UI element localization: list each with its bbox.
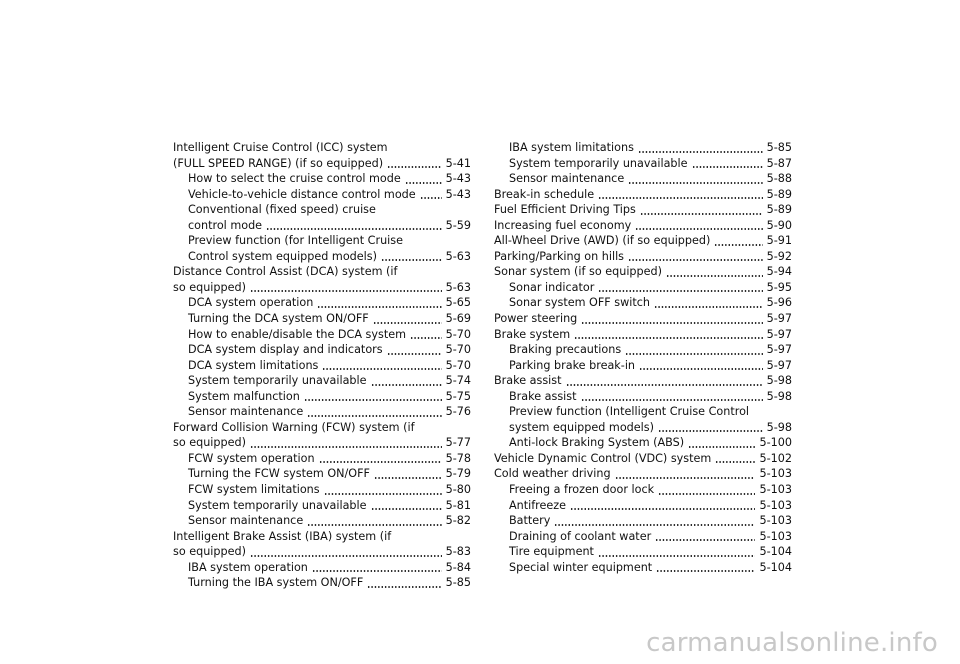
toc-page-number: 5-43 bbox=[445, 172, 471, 186]
toc-page-number: 5-103 bbox=[759, 529, 792, 543]
dot-leader bbox=[554, 524, 755, 526]
toc-entry-title: Special winter equipment bbox=[509, 560, 653, 574]
toc-page-number: 5-103 bbox=[759, 498, 792, 512]
toc-entry-title: Sensor maintenance bbox=[188, 514, 304, 528]
dot-leader bbox=[638, 151, 763, 153]
toc-page-number: 5-104 bbox=[759, 545, 792, 559]
watermark: carmanualsonline.info bbox=[646, 628, 938, 658]
toc-page-number: 5-97 bbox=[766, 327, 792, 341]
toc-entry[interactable] bbox=[494, 466, 792, 482]
toc-entry[interactable] bbox=[173, 560, 471, 576]
toc-page-number: 5-81 bbox=[445, 498, 471, 512]
dot-leader bbox=[250, 446, 442, 448]
toc-entry-title: (FULL SPEED RANGE) (if so equipped) bbox=[173, 156, 384, 170]
dot-leader bbox=[307, 415, 441, 417]
toc-page-number: 5-96 bbox=[766, 296, 792, 310]
toc-entry-title: Cold weather driving bbox=[494, 467, 611, 481]
dot-leader bbox=[319, 461, 442, 463]
toc-entry-title: Battery bbox=[509, 514, 551, 528]
toc-entry-title: Vehicle-to-vehicle distance control mode bbox=[188, 187, 416, 201]
toc-entry-title-line: Intelligent Cruise Control (ICC) system bbox=[173, 141, 388, 154]
toc-entry[interactable] bbox=[173, 513, 471, 529]
toc-entry[interactable] bbox=[494, 264, 792, 280]
toc-entry[interactable] bbox=[173, 187, 471, 203]
toc-page-number: 5-70 bbox=[445, 343, 471, 357]
toc-entry[interactable] bbox=[494, 218, 792, 234]
toc-page-number: 5-103 bbox=[759, 467, 792, 481]
toc-page-number: 5-74 bbox=[445, 374, 471, 388]
toc-entry[interactable] bbox=[494, 358, 792, 374]
toc-entry[interactable] bbox=[173, 202, 471, 233]
dot-leader bbox=[387, 166, 442, 168]
toc-entry[interactable] bbox=[173, 311, 471, 327]
toc-entry-title: so equipped) bbox=[173, 436, 246, 450]
dot-leader bbox=[581, 399, 763, 401]
toc-entry[interactable] bbox=[173, 389, 471, 405]
toc-page-number: 5-89 bbox=[766, 203, 792, 217]
dot-leader bbox=[371, 384, 442, 386]
toc-entry[interactable] bbox=[494, 529, 792, 545]
toc-entry-title: Sonar system (if so equipped) bbox=[494, 265, 662, 279]
toc-entry-title: Power steering bbox=[494, 312, 578, 326]
toc-column-right bbox=[494, 140, 792, 575]
toc-entry[interactable] bbox=[494, 327, 792, 343]
toc-entry-title: system equipped models) bbox=[509, 420, 654, 434]
dot-leader bbox=[266, 228, 442, 230]
toc-entry[interactable] bbox=[494, 249, 792, 265]
dot-leader bbox=[628, 259, 763, 261]
toc-entry-title: FCW system limitations bbox=[188, 483, 320, 497]
toc-entry-title: System temporarily unavailable bbox=[509, 156, 688, 170]
toc-entry[interactable] bbox=[494, 311, 792, 327]
toc-page-number: 5-102 bbox=[759, 451, 792, 465]
toc-entry-title: Turning the FCW system ON/OFF bbox=[188, 467, 370, 481]
dot-leader bbox=[715, 461, 755, 463]
toc-page-number: 5-92 bbox=[766, 249, 792, 263]
dot-leader bbox=[410, 337, 442, 339]
toc-page-number: 5-70 bbox=[445, 327, 471, 341]
toc-entry[interactable] bbox=[494, 233, 792, 249]
toc-page-number: 5-103 bbox=[759, 514, 792, 528]
toc-entry-title: Sensor maintenance bbox=[509, 172, 625, 186]
toc-entry[interactable] bbox=[173, 498, 471, 514]
toc-entry-title: All-Wheel Drive (AWD) (if so equipped) bbox=[494, 234, 711, 248]
toc-page-number: 5-82 bbox=[445, 514, 471, 528]
toc-entry[interactable] bbox=[494, 373, 792, 389]
toc-entry[interactable] bbox=[173, 327, 471, 343]
toc-entry-title-line: Conventional (fixed speed) cruise bbox=[188, 203, 376, 217]
dot-leader bbox=[367, 586, 441, 588]
dot-leader bbox=[598, 197, 762, 199]
dot-leader bbox=[317, 306, 441, 308]
dot-leader bbox=[625, 353, 762, 355]
toc-entry[interactable] bbox=[494, 513, 792, 529]
toc-page-number: 5-104 bbox=[759, 560, 792, 574]
toc-page-number: 5-85 bbox=[445, 576, 471, 590]
toc-page-number: 5-97 bbox=[766, 343, 792, 357]
toc-entry-title: Brake assist bbox=[509, 389, 577, 403]
toc-page-number: 5-103 bbox=[759, 483, 792, 497]
toc-entry-title: System temporarily unavailable bbox=[188, 498, 367, 512]
dot-leader bbox=[574, 337, 763, 339]
toc-entry-title: control mode bbox=[188, 218, 263, 232]
toc-entry[interactable] bbox=[494, 187, 792, 203]
toc-entry[interactable] bbox=[494, 404, 792, 435]
toc-page-number: 5-89 bbox=[766, 187, 792, 201]
toc-entry[interactable] bbox=[494, 498, 792, 514]
toc-page-number: 5-41 bbox=[445, 156, 471, 170]
dot-leader bbox=[628, 182, 762, 184]
dot-leader bbox=[566, 384, 763, 386]
toc-entry[interactable] bbox=[173, 373, 471, 389]
toc-entry-title: Sonar system OFF switch bbox=[509, 296, 650, 310]
toc-page-number: 5-85 bbox=[766, 141, 792, 154]
toc-entry-title: Parking/Parking on hills bbox=[494, 249, 625, 263]
toc-page-number: 5-98 bbox=[766, 374, 792, 388]
toc-entry-title: System temporarily unavailable bbox=[188, 374, 367, 388]
toc-page-number: 5-78 bbox=[445, 451, 471, 465]
toc-page-number: 5-65 bbox=[445, 296, 471, 310]
dot-leader bbox=[688, 446, 755, 448]
dot-leader bbox=[250, 290, 442, 292]
toc-entry[interactable] bbox=[494, 451, 792, 467]
toc-entry-title: Vehicle Dynamic Control (VDC) system bbox=[494, 451, 712, 465]
toc-entry[interactable] bbox=[494, 156, 792, 172]
toc-entry-title: FCW system operation bbox=[188, 451, 315, 465]
toc-entry-title: Increasing fuel economy bbox=[494, 218, 632, 232]
toc-entry-title-line: Forward Collision Warning (FCW) system (if bbox=[173, 420, 415, 434]
toc-page-number: 5-98 bbox=[766, 389, 792, 403]
toc-entry[interactable] bbox=[173, 404, 471, 420]
toc-page-number: 5-63 bbox=[445, 280, 471, 294]
toc-entry[interactable] bbox=[494, 171, 792, 187]
toc-entry-title: Freeing a frozen door lock bbox=[509, 483, 655, 497]
dot-leader bbox=[373, 322, 442, 324]
toc-entry[interactable] bbox=[173, 451, 471, 467]
dot-leader bbox=[692, 166, 763, 168]
toc-page-number: 5-77 bbox=[445, 436, 471, 450]
toc-entry-title: Turning the IBA system ON/OFF bbox=[188, 576, 364, 590]
toc-page-number: 5-91 bbox=[766, 234, 792, 248]
toc-entry[interactable] bbox=[173, 529, 471, 560]
dot-leader bbox=[324, 493, 442, 495]
toc-entry-title: How to select the cruise control mode bbox=[188, 172, 401, 186]
toc-page-number: 5-76 bbox=[445, 405, 471, 419]
toc-entry[interactable] bbox=[173, 295, 471, 311]
dot-leader bbox=[371, 508, 442, 510]
toc-entry[interactable] bbox=[494, 389, 792, 405]
toc-entry[interactable] bbox=[494, 560, 792, 576]
dot-leader bbox=[374, 477, 442, 479]
toc-page-number: 5-80 bbox=[445, 483, 471, 497]
dot-leader bbox=[635, 228, 762, 230]
toc-entry[interactable] bbox=[173, 358, 471, 374]
toc-page-number: 5-98 bbox=[766, 420, 792, 434]
toc-entry-title-line: Preview function (for Intelligent Cruise bbox=[188, 234, 403, 248]
dot-leader bbox=[639, 368, 763, 370]
toc-entry-title: DCA system limitations bbox=[188, 358, 319, 372]
dot-leader bbox=[655, 539, 755, 541]
dot-leader bbox=[581, 322, 762, 324]
dot-leader bbox=[307, 524, 441, 526]
toc-page-number: 5-100 bbox=[759, 436, 792, 450]
toc-entry[interactable] bbox=[494, 482, 792, 498]
toc-page-number: 5-97 bbox=[766, 358, 792, 372]
dot-leader bbox=[304, 399, 442, 401]
dot-leader bbox=[714, 244, 762, 246]
dot-leader bbox=[656, 570, 755, 572]
toc-page-number: 5-83 bbox=[445, 545, 471, 559]
toc-page-number: 5-95 bbox=[766, 280, 792, 294]
dot-leader bbox=[387, 353, 442, 355]
toc-entry-title: DCA system display and indicators bbox=[188, 343, 383, 357]
toc-entry-title: Anti-lock Braking System (ABS) bbox=[509, 436, 685, 450]
toc-entry[interactable] bbox=[173, 482, 471, 498]
toc-entry-title: Fuel Efficient Driving Tips bbox=[494, 203, 636, 217]
toc-entry-title: Sensor maintenance bbox=[188, 405, 304, 419]
dot-leader bbox=[615, 477, 756, 479]
toc-page-number: 5-88 bbox=[766, 172, 792, 186]
dot-leader bbox=[405, 182, 442, 184]
toc-entry-title: Braking precautions bbox=[509, 343, 622, 357]
dot-leader bbox=[658, 493, 755, 495]
toc-entry-title: DCA system operation bbox=[188, 296, 314, 310]
dot-leader bbox=[312, 570, 442, 572]
toc-entry-title: Tire equipment bbox=[509, 545, 594, 559]
toc-entry[interactable] bbox=[173, 575, 471, 591]
dot-leader bbox=[420, 197, 442, 199]
toc-entry-title: How to enable/disable the DCA system bbox=[188, 327, 406, 341]
dot-leader bbox=[654, 306, 763, 308]
toc-page-number: 5-84 bbox=[445, 560, 471, 574]
toc-entry-title: Brake system bbox=[494, 327, 571, 341]
toc-page-number: 5-75 bbox=[445, 389, 471, 403]
toc-page-number: 5-70 bbox=[445, 358, 471, 372]
toc-entry[interactable] bbox=[494, 342, 792, 358]
toc-entry-title: Control system equipped models) bbox=[188, 249, 377, 263]
toc-entry[interactable] bbox=[494, 544, 792, 560]
toc-page-number: 5-59 bbox=[445, 218, 471, 232]
toc-entry[interactable] bbox=[173, 466, 471, 482]
toc-entry[interactable] bbox=[173, 342, 471, 358]
dot-leader bbox=[598, 290, 762, 292]
toc-page-number: 5-87 bbox=[766, 156, 792, 170]
toc-entry-title-line: Preview function (Intelligent Cruise Control bbox=[509, 405, 750, 419]
toc-entry-title: Break-in schedule bbox=[494, 187, 595, 201]
toc-page-number: 5-79 bbox=[445, 467, 471, 481]
toc-entry-title-line: Intelligent Brake Assist (IBA) system (if bbox=[173, 529, 392, 543]
toc-page-number: 5-90 bbox=[766, 218, 792, 232]
toc-entry[interactable] bbox=[173, 233, 471, 264]
toc-column-left bbox=[173, 140, 471, 591]
dot-leader bbox=[570, 508, 755, 510]
toc-entry-title: Draining of coolant water bbox=[509, 529, 652, 543]
dot-leader bbox=[640, 213, 763, 215]
toc-entry[interactable] bbox=[494, 435, 792, 451]
dot-leader bbox=[322, 368, 441, 370]
dot-leader bbox=[658, 430, 763, 432]
toc-page-number: 5-97 bbox=[766, 312, 792, 326]
toc-entry-title: Brake assist bbox=[494, 374, 562, 388]
toc-entry-title: so equipped) bbox=[173, 545, 246, 559]
dot-leader bbox=[666, 275, 763, 277]
toc-entry[interactable] bbox=[173, 171, 471, 187]
toc-entry[interactable] bbox=[173, 420, 471, 451]
toc-entry-title: Turning the DCA system ON/OFF bbox=[188, 312, 369, 326]
toc-entry[interactable] bbox=[173, 264, 471, 295]
toc-entry[interactable] bbox=[494, 140, 792, 156]
toc-entry[interactable] bbox=[173, 140, 471, 171]
toc-entry-title: IBA system limitations bbox=[509, 141, 634, 154]
toc-page-number: 5-43 bbox=[445, 187, 471, 201]
toc-entry-title: Antifreeze bbox=[509, 498, 567, 512]
dot-leader bbox=[598, 555, 756, 557]
toc-entry[interactable] bbox=[494, 280, 792, 296]
toc-entry[interactable] bbox=[494, 202, 792, 218]
toc-page-number: 5-69 bbox=[445, 312, 471, 326]
toc-entry-title: IBA system operation bbox=[188, 560, 308, 574]
toc-entry-title: System malfunction bbox=[188, 389, 300, 403]
toc-entry[interactable] bbox=[494, 295, 792, 311]
toc-entry-title: Sonar indicator bbox=[509, 280, 595, 294]
toc-entry-title: Parking brake break-in bbox=[509, 358, 636, 372]
toc-entry-title-line: Distance Control Assist (DCA) system (if bbox=[173, 265, 398, 279]
toc-page-number: 5-63 bbox=[445, 249, 471, 263]
toc-entry-title: so equipped) bbox=[173, 280, 246, 294]
dot-leader bbox=[381, 259, 442, 261]
toc-page-number: 5-94 bbox=[766, 265, 792, 279]
dot-leader bbox=[250, 555, 442, 557]
